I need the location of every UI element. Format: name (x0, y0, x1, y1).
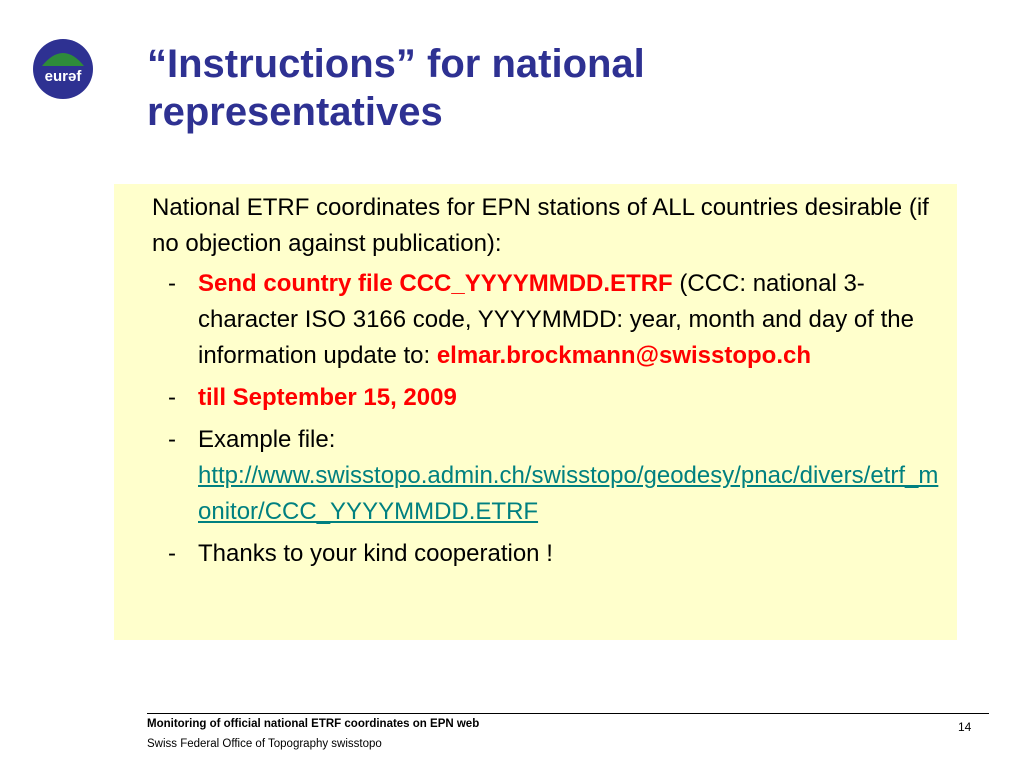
contact-email: elmar.brockmann@swisstopo.ch (436, 342, 812, 369)
list-item (160, 422, 950, 530)
footer-subtitle: Swiss Federal Office of Topography swisstopo (147, 738, 382, 750)
euref-logo (32, 38, 94, 100)
list-item (160, 380, 950, 416)
list-item (160, 266, 950, 374)
intro-text: National ETRF coordinates for EPN stations of ALL countries desirable (if no objection against publication): (152, 194, 929, 257)
bullet-list (160, 266, 950, 578)
example-label: Example file: (198, 426, 336, 453)
euref-logo-icon (32, 38, 94, 100)
bullet-marker: - (168, 384, 176, 411)
thanks-text: Thanks to your kind cooperation ! (198, 540, 553, 567)
slide-title: “Instructions” for national representatives (147, 42, 645, 134)
footer-divider (147, 713, 989, 714)
page-number: 14 (958, 720, 972, 734)
bullet-marker: - (168, 540, 176, 567)
bullet-marker: - (168, 270, 176, 297)
example-file-link[interactable]: http://www.swisstopo.admin.ch/swisstopo/geodesy/pnac/divers/etrf_monitor/CCC_YYYYMMDD.ETRF (198, 462, 939, 525)
send-file-instruction: Send country file CCC_YYYYMMDD.ETRF (198, 270, 673, 297)
logo-text: eurəf (44, 68, 82, 85)
deadline-text: till September 15, 2009 (198, 384, 457, 411)
bullet-marker: - (168, 426, 176, 453)
list-item (160, 536, 950, 572)
file-code-description: (CCC: national 3-character ISO 3166 code, YYYYMMDD: year, month and day of the information update to: (198, 270, 914, 369)
footer-title: Monitoring of official national ETRF coordinates on EPN web (147, 718, 480, 730)
